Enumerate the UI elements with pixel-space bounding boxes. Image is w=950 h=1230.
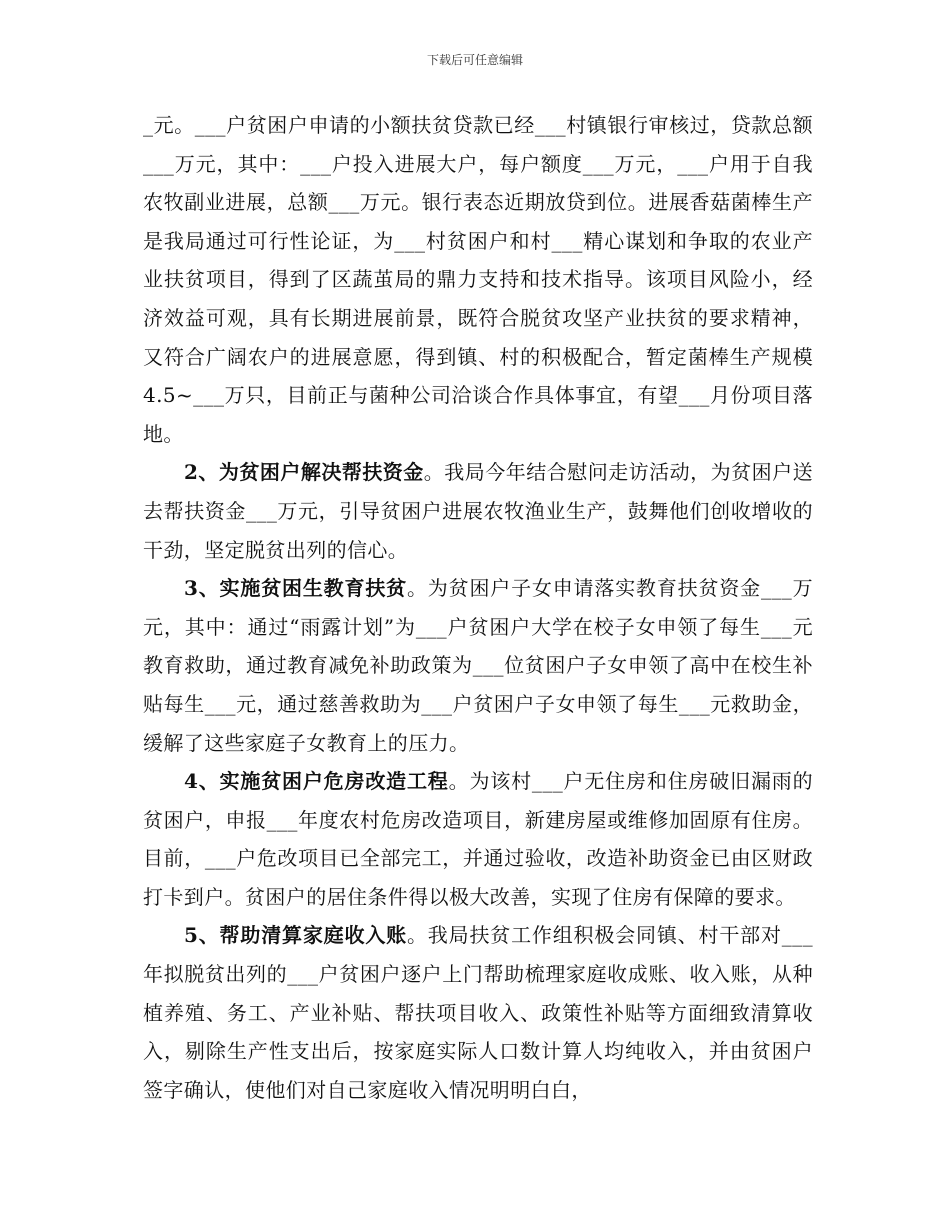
paragraph-1-body: _元。___户贫困户申请的小额扶贫贷款已经___村镇银行审核过，贷款总额___万元，其中：___户投入进展大户，每户额度___万元，___户用于自我农牧副业进展，总额___万元。银行表态近期放贷到位。进展香菇菌棒生产是我局通过可行性论证，为___村贫困户和村___精心谋划和争取的农业产业扶贫项目，得到了区蔬茧局的鼎力支持和技术指导。该项目风险小，经济效益可观，具有长期进展前景，既符合脱贫攻坚产业扶贫的要求精神，又符合广阔农户的进展意愿，得到镇、村的积极配合，暂定菌棒生产规模4.5~___万只，目前正与菌种公司洽谈合作具体事宜，有望___月份项目落地。	[143, 113, 813, 446]
paragraph-4-body: 。为该村___户无住房和住房破旧漏雨的贫困户，申报___年度农村危房改造项目，新建房屋或维修加固原有住房。目前，___户危改项目已全部完工，并通过验收，改造补助资金已由区财政打卡到户。贫困户的居住条件得以极大改善，实现了住房有保障的要求。	[143, 769, 813, 909]
paragraph-1	[143, 106, 813, 453]
paragraph-2	[143, 453, 813, 569]
paragraph-5	[143, 916, 813, 1109]
paragraph-2-heading: 2、为贫困户解决帮扶资金	[184, 460, 424, 485]
paragraph-3-body: 。为贫困户子女申请落实教育扶贫资金___万元，其中：通过“雨露计划”为___户贫困户大学在校子女申领了每生___元教育救助，通过教育减免补助政策为___位贫困户子女申领了高中在校生补贴每生___元，通过慈善救助为___户贫困户子女申领了每生___元救助金，缓解了这些家庭子女教育上的压力。	[143, 576, 813, 755]
paragraph-2-body: 。我局今年结合慰问走访活动，为贫困户送去帮扶资金___万元，引导贫困户进展农牧渔业生产，鼓舞他们创收增收的干劲，坚定脱贫出列的信心。	[143, 460, 813, 562]
document-body	[143, 106, 813, 1109]
paragraph-4-heading: 4、实施贫困户危房改造工程	[184, 769, 449, 794]
paragraph-5-heading: 5、帮助清算家庭收入账	[184, 923, 407, 948]
paragraph-4	[143, 762, 813, 916]
paragraph-3-heading: 3、实施贫困生教育扶贫	[184, 576, 407, 601]
paragraph-5-body: 。我局扶贫工作组积极会同镇、村干部对___年拟脱贫出列的___户贫困户逐户上门帮助梳理家庭收成账、收入账，从种植养殖、务工、产业补贴、帮扶项目收入、政策性补贴等方面细致清算收入，剔除生产性支出后，按家庭实际人口数计算人均纯收入，并由贫困户签字确认，使他们对自己家庭收入情况明明白白，	[143, 923, 813, 1102]
page-header: 下载后可任意编辑	[426, 53, 523, 67]
paragraph-3	[143, 569, 813, 762]
